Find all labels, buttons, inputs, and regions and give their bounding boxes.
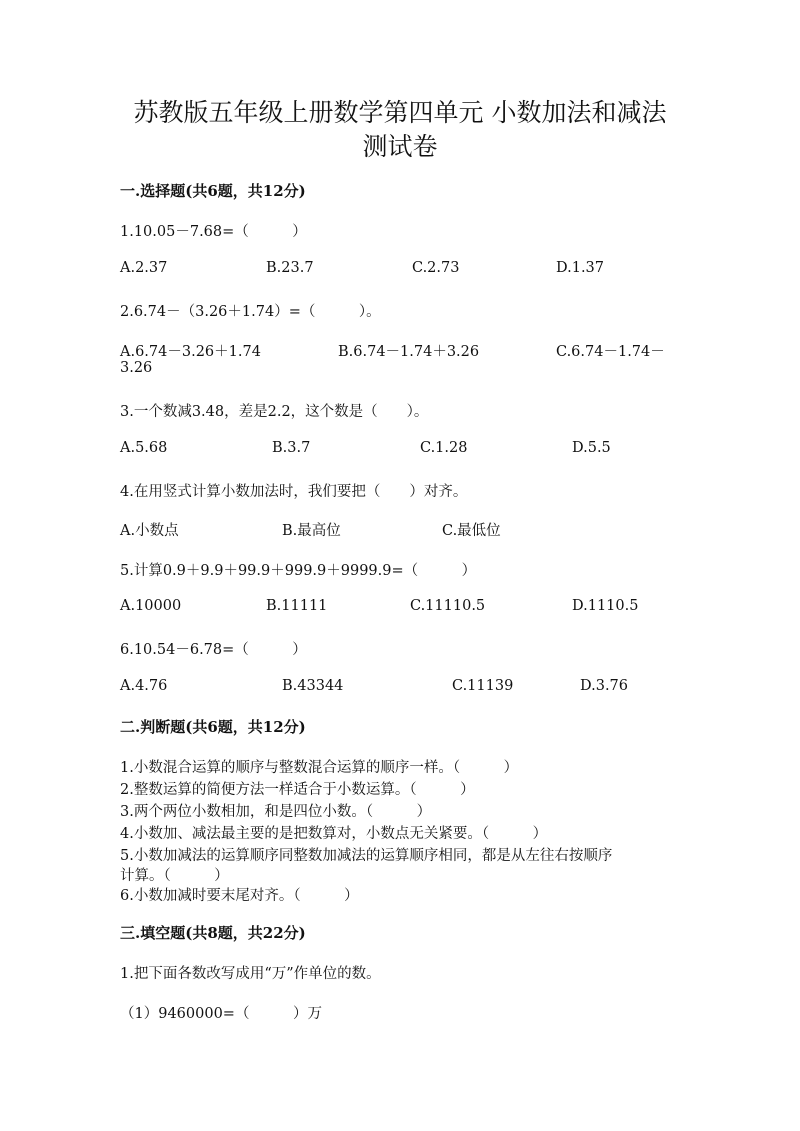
question-4-option-a: A.小数点 — [120, 523, 179, 539]
section-heading-judgement: 二.判断题(共6题，共12分) — [120, 718, 306, 736]
question-3-option-a: A.5.68 — [120, 440, 168, 456]
fill-question-1-sub-1: （1）9460000=（ ）万 — [120, 1006, 322, 1022]
question-2-option-c: C.6.74－1.74－ — [556, 344, 665, 360]
judgement-item: 6.小数加减时要末尾对齐。（ ） — [120, 888, 359, 904]
question-1-stem: 1.10.05－7.68=（ ） — [120, 224, 307, 240]
judgement-item-continued: 计算。（ ） — [120, 868, 229, 884]
question-4-option-c: C.最低位 — [442, 523, 501, 539]
question-3-option-b: B.3.7 — [272, 440, 311, 456]
question-5-option-d: D.1110.5 — [572, 598, 639, 614]
question-5-option-a: A.10000 — [120, 598, 182, 614]
question-1-option-d: D.1.37 — [556, 260, 605, 276]
question-6-option-d: D.3.76 — [580, 678, 629, 694]
question-2-option-c-continued: 3.26 — [120, 360, 153, 376]
judgement-item: 4.小数加、减法最主要的是把数算对，小数点无关紧要。（ ） — [120, 826, 548, 842]
question-6-option-b: B.43344 — [282, 678, 344, 694]
page-title: 苏教版五年级上册数学第四单元 小数加法和减法 — [133, 98, 667, 127]
question-2-stem: 2.6.74－（3.26＋1.74）=（ ）。 — [120, 304, 381, 320]
judgement-item: 2.整数运算的简便方法一样适合于小数运算。（ ） — [120, 782, 475, 798]
question-4-option-b: B.最高位 — [282, 523, 341, 539]
question-1-option-a: A.2.37 — [120, 260, 168, 276]
question-6-stem: 6.10.54－6.78=（ ） — [120, 642, 307, 658]
judgement-item: 3.两个两位小数相加，和是四位小数。（ ） — [120, 804, 432, 820]
question-6-option-a: A.4.76 — [120, 678, 168, 694]
question-3-stem: 3.一个数减3.48，差是2.2，这个数是（ ）。 — [120, 404, 429, 420]
page-title-line2: 测试卷 — [362, 132, 438, 161]
question-5-option-c: C.11110.5 — [410, 598, 486, 614]
question-1-option-c: C.2.73 — [412, 260, 460, 276]
question-5-stem: 5.计算0.9＋9.9＋99.9＋999.9＋9999.9=（ ） — [120, 563, 477, 579]
question-2-option-b: B.6.74－1.74＋3.26 — [338, 344, 480, 360]
fill-question-1-stem: 1.把下面各数改写成用“万”作单位的数。 — [120, 966, 381, 982]
question-3-option-c: C.1.28 — [420, 440, 468, 456]
question-5-option-b: B.11111 — [266, 598, 328, 614]
section-heading-fill-blank: 三.填空题(共8题，共22分) — [120, 924, 306, 942]
question-4-stem: 4.在用竖式计算小数加法时，我们要把（ ）对齐。 — [120, 484, 468, 500]
judgement-item: 5.小数加减法的运算顺序同整数加减法的运算顺序相同，都是从左往右按顺序 — [120, 848, 613, 864]
judgement-item: 1.小数混合运算的顺序与整数混合运算的顺序一样。（ ） — [120, 760, 519, 776]
question-2-option-a: A.6.74－3.26＋1.74 — [120, 344, 261, 360]
question-6-option-c: C.11139 — [452, 678, 514, 694]
question-3-option-d: D.5.5 — [572, 440, 611, 456]
section-heading-choice: 一.选择题(共6题，共12分) — [120, 182, 306, 200]
question-1-option-b: B.23.7 — [266, 260, 314, 276]
